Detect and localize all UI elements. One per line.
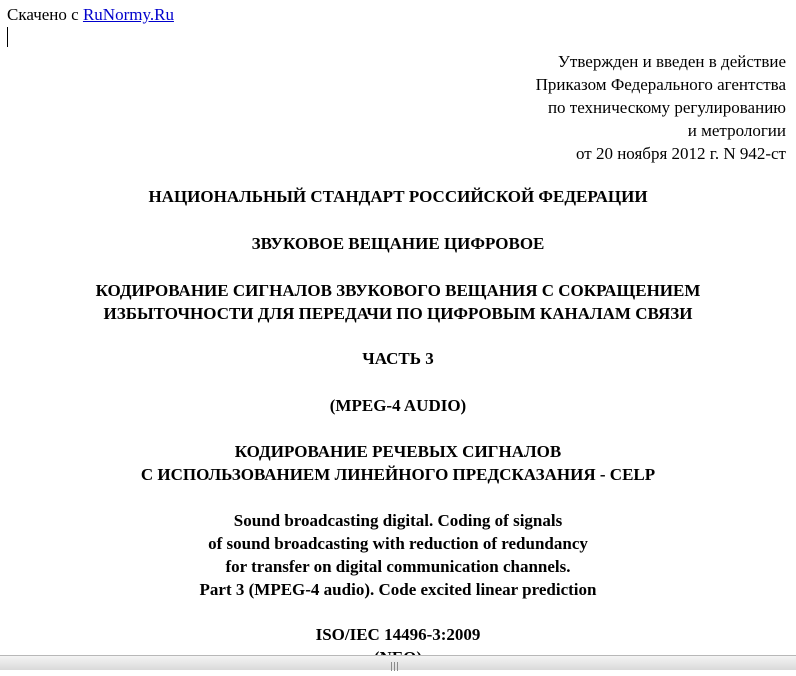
runormy-link[interactable]: RuNormy.Ru: [82, 5, 174, 24]
part-text: ЧАСТЬ 3: [362, 349, 434, 368]
horizontal-scrollbar[interactable]: [0, 655, 796, 670]
title-sub-line: КОДИРОВАНИЕ СИГНАЛОВ ЗВУКОВОГО ВЕЩАНИЯ С СОКРАЩЕНИЕМ: [95, 281, 701, 300]
codec-heading: [0, 394, 796, 417]
title-main-heading: [0, 232, 796, 255]
title-sub-heading: [0, 279, 796, 325]
english-title-block: [0, 509, 796, 601]
part-title-line: КОДИРОВАНИЕ РЕЧЕВЫХ СИГНАЛОВ: [234, 442, 562, 461]
approval-line: Приказом Федерального агентства: [535, 75, 786, 94]
iso-reference-text: ISO/IEC 14496-3:2009: [315, 625, 481, 644]
approval-line: Утвержден и введен в действие: [557, 52, 786, 71]
standard-type-text: НАЦИОНАЛЬНЫЙ СТАНДАРТ РОССИЙСКОЙ ФЕДЕРАЦИИ: [148, 187, 648, 206]
title-main-text: ЗВУКОВОЕ ВЕЩАНИЕ ЦИФРОВОЕ: [251, 234, 545, 253]
approval-line: и метрологии: [687, 121, 786, 140]
part-title-line: С ИСПОЛЬЗОВАНИЕМ ЛИНЕЙНОГО ПРЕДСКАЗАНИЯ - CELP: [140, 465, 656, 484]
download-source-line: [7, 5, 174, 25]
grip-icon[interactable]: [391, 658, 403, 667]
standard-type-heading: [0, 185, 796, 208]
part-heading: [0, 347, 796, 370]
codec-text: (MPEG-4 AUDIO): [329, 396, 467, 415]
text-cursor: [7, 27, 8, 47]
title-sub-line: ИЗБЫТОЧНОСТИ ДЛЯ ПЕРЕДАЧИ ПО ЦИФРОВЫМ КАНАЛАМ СВЯЗИ: [103, 304, 693, 323]
part-title-heading: [0, 440, 796, 486]
approval-line: от 20 ноября 2012 г. N 942-ст: [576, 144, 786, 163]
english-title-line: of sound broadcasting with reduction of redundancy: [208, 534, 588, 553]
approval-line: по техническому регулированию: [547, 98, 786, 117]
english-title-line: Part 3 (MPEG-4 audio). Code excited linear prediction: [199, 580, 597, 599]
download-prefix: Скачено с: [7, 5, 79, 24]
english-title-line: Sound broadcasting digital. Coding of signals: [233, 511, 563, 530]
approval-block: [536, 50, 786, 165]
english-title-line: for transfer on digital communication channels.: [225, 557, 571, 576]
